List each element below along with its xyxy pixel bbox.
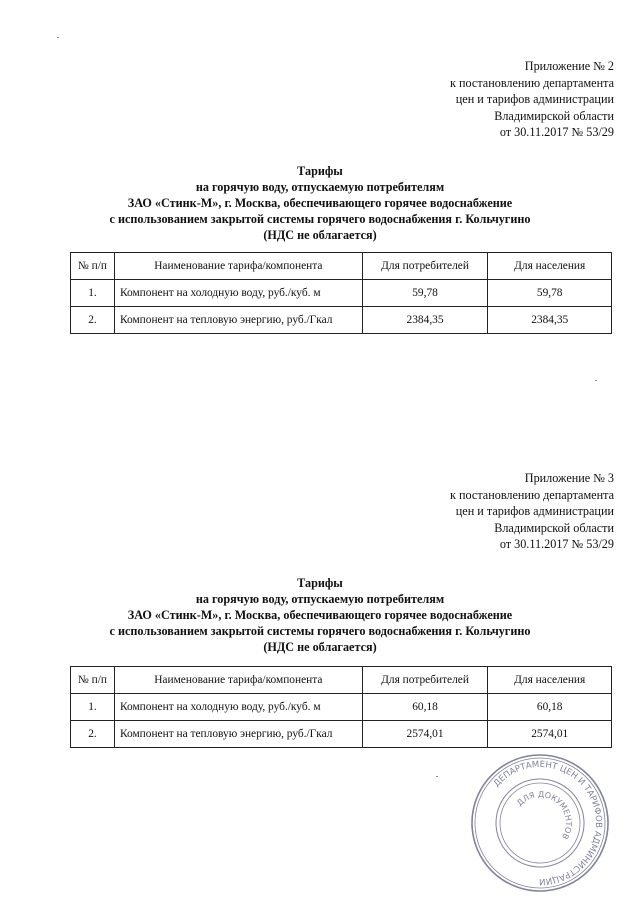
scan-speck bbox=[595, 380, 597, 381]
row-number: 1. bbox=[71, 280, 115, 307]
appendix-line: Владимирской области bbox=[494, 520, 614, 535]
header-cell: Наименование тарифа/компонента bbox=[114, 253, 362, 280]
title-line: на горячую воду, отпускаемую потребителям bbox=[195, 592, 445, 606]
tariff-title-1 bbox=[40, 163, 600, 243]
table-row bbox=[71, 694, 612, 721]
header-cell: Наименование тарифа/компонента bbox=[114, 667, 362, 694]
row-name: Компонент на тепловую энергию, руб./Гкал bbox=[114, 721, 362, 748]
scan-speck bbox=[57, 37, 59, 38]
appendix-line: к постановлению департамента bbox=[450, 75, 614, 90]
table-header-row bbox=[71, 667, 612, 694]
appendix-2-header bbox=[450, 58, 614, 141]
header-cell: Для потребителей bbox=[362, 667, 488, 694]
title-note: (НДС не облагается) bbox=[263, 228, 377, 242]
stamp-outer-ring-inner bbox=[465, 748, 615, 898]
table-row bbox=[71, 280, 612, 307]
stamp-outer-text: ДЕПАРТАМЕНТ ЦЕН И ТАРИФОВ АДМИНИСТРАЦИИ bbox=[491, 759, 604, 887]
tariff-table-2 bbox=[70, 666, 612, 748]
appendix-line: цен и тарифов администрации bbox=[455, 504, 614, 518]
official-stamp bbox=[465, 748, 615, 903]
appendix-date: от 30.11.2017 № 53/29 bbox=[499, 125, 614, 139]
row-population-value: 59,78 bbox=[488, 280, 612, 307]
appendix-title: Приложение № 2 bbox=[524, 59, 614, 73]
row-number: 2. bbox=[71, 721, 115, 748]
row-consumers-value: 2574,01 bbox=[362, 721, 488, 748]
row-name: Компонент на холодную воду, руб./куб. м bbox=[114, 280, 362, 307]
appendix-3-header bbox=[450, 470, 614, 553]
appendix-line: цен и тарифов администрации bbox=[455, 92, 614, 106]
table-row bbox=[71, 307, 612, 334]
row-number: 1. bbox=[71, 694, 115, 721]
row-population-value: 2384,35 bbox=[488, 307, 612, 334]
header-cell: Для потребителей bbox=[362, 253, 488, 280]
header-cell: № п/п bbox=[71, 253, 115, 280]
appendix-title: Приложение № 3 bbox=[524, 471, 614, 485]
appendix-date: от 30.11.2017 № 53/29 bbox=[499, 537, 614, 551]
tariff-table-1 bbox=[70, 252, 612, 334]
row-consumers-value: 2384,35 bbox=[362, 307, 488, 334]
stamp-inner-text: ДЛЯ ДОКУМЕНТОВ bbox=[515, 789, 574, 841]
header-cell: Для населения bbox=[488, 253, 612, 280]
title-heading: Тарифы bbox=[297, 164, 343, 178]
title-line: с использованием закрытой системы горячего водоснабжения г. Кольчугино bbox=[109, 212, 531, 226]
table-header-row bbox=[71, 253, 612, 280]
table-row bbox=[71, 721, 612, 748]
row-consumers-value: 60,18 bbox=[362, 694, 488, 721]
stamp-outer-ring bbox=[465, 748, 615, 898]
title-line: на горячую воду, отпускаемую потребителям bbox=[195, 180, 445, 194]
appendix-line: к постановлению департамента bbox=[450, 487, 614, 502]
title-line: ЗАО «Стинк-М», г. Москва, обеспечивающего горячее водоснабжение bbox=[127, 608, 513, 622]
row-name: Компонент на тепловую энергию, руб./Гкал bbox=[114, 307, 362, 334]
row-population-value: 2574,01 bbox=[488, 721, 612, 748]
header-cell: № п/п bbox=[71, 667, 115, 694]
title-line: с использованием закрытой системы горячего водоснабжения г. Кольчугино bbox=[109, 624, 531, 638]
row-name: Компонент на холодную воду, руб./куб. м bbox=[114, 694, 362, 721]
title-note: (НДС не облагается) bbox=[263, 640, 377, 654]
header-cell: Для населения bbox=[488, 667, 612, 694]
title-line: ЗАО «Стинк-М», г. Москва, обеспечивающего горячее водоснабжение bbox=[127, 196, 513, 210]
title-heading: Тарифы bbox=[297, 576, 343, 590]
tariff-title-2 bbox=[40, 575, 600, 655]
appendix-line: Владимирской области bbox=[494, 108, 614, 123]
row-number: 2. bbox=[71, 307, 115, 334]
stamp-graphic bbox=[465, 748, 615, 898]
row-consumers-value: 59,78 bbox=[362, 280, 488, 307]
scan-speck bbox=[436, 776, 438, 777]
row-population-value: 60,18 bbox=[488, 694, 612, 721]
